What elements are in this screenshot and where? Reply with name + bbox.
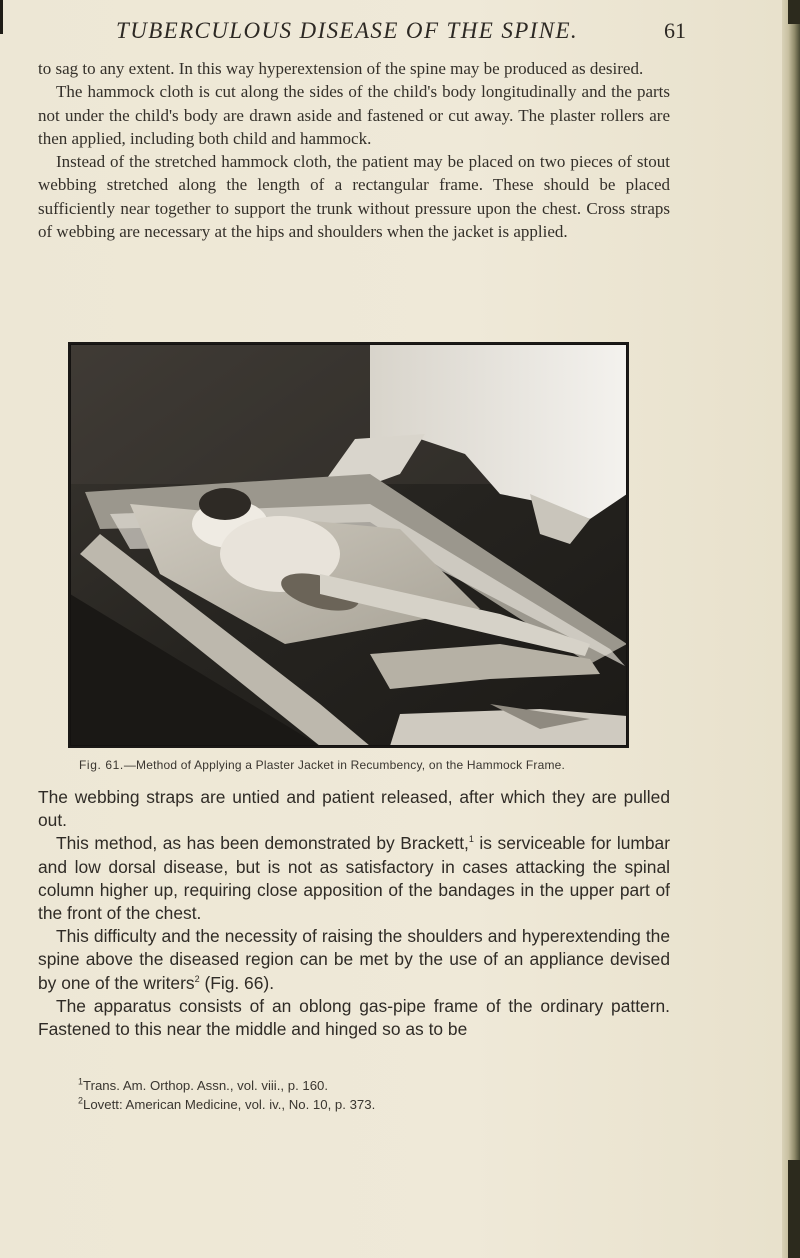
paragraph: The hammock cloth is cut along the sides of the child's body longitudinally and the parts not under the child's body are drawn aside and fastened or cut away. The plaster rollers are then applied, including both child and hammock. [38, 82, 670, 148]
paragraph-text: is serviceable for lumbar and low dorsal disease, but is not as satisfactory in cases attacking the spinal column higher up, requiring close apposition of the bandages in the upper part of the front of the chest. [38, 833, 670, 924]
paragraph-text: This difficulty and the necessity of raising the shoulders and hyperextending the spine above the diseased region can be met by the use of an appliance devised by one of the writers [38, 926, 670, 993]
body-text-bottom [38, 786, 670, 1041]
paragraph [38, 925, 670, 995]
footnote-mark: 1 [78, 1076, 84, 1087]
footnote-ref: 2 [194, 973, 200, 984]
paragraph [38, 832, 670, 925]
footnote-text: Trans. Am. Orthop. Assn., vol. viii., p. 160. [83, 1078, 329, 1093]
footnote-ref: 1 [468, 834, 474, 845]
paragraph-text: The apparatus consists of an oblong gas-pipe frame of the ordinary pattern. Fastened to this near the middle and hinged so as to be [38, 995, 670, 1040]
footnote [78, 1076, 678, 1095]
figure-caption [79, 758, 719, 772]
edge-mark [788, 0, 800, 24]
figure-label: Fig. 61. [79, 758, 124, 772]
paragraph-text: This method, as has been demonstrated by Brackett, [56, 833, 469, 854]
edge-mark [788, 1160, 800, 1258]
paragraph-text: The webbing straps are untied and patient released, after which they are pulled out. [38, 787, 670, 831]
footnote-mark: 2 [78, 1095, 84, 1106]
figure-caption-text: —Method of Applying a Plaster Jacket in Recumbency, on the Hammock Frame. [123, 758, 566, 772]
page-header [0, 18, 782, 52]
running-title: TUBERCULOUS DISEASE OF THE SPINE. [116, 18, 579, 43]
paragraph [38, 786, 670, 832]
book-edge [782, 0, 800, 1258]
paragraph [38, 995, 670, 1041]
hammock-frame-photo [70, 344, 627, 746]
paragraph-text: (Fig. 66). [199, 972, 275, 993]
footnote-text: Lovett: American Medicine, vol. iv., No. 10, p. 373. [83, 1097, 376, 1112]
footnotes [78, 1076, 678, 1114]
figure-photograph [68, 342, 629, 748]
paragraph: Instead of the stretched hammock cloth, the patient may be placed on two pieces of stout webbing stretched along the length of a rectangular frame. These should be placed sufficiently near together to support the trunk without pressure upon the chest. Cross straps of webbing are necessary at the hips and shoulders when the jacket is applied. [38, 152, 670, 242]
page-number: 61 [664, 18, 686, 43]
paragraph: to sag to any extent. In this way hyperextension of the spine may be produced as desired. [38, 59, 644, 78]
footnote [78, 1095, 678, 1114]
body-text-top [38, 57, 670, 243]
